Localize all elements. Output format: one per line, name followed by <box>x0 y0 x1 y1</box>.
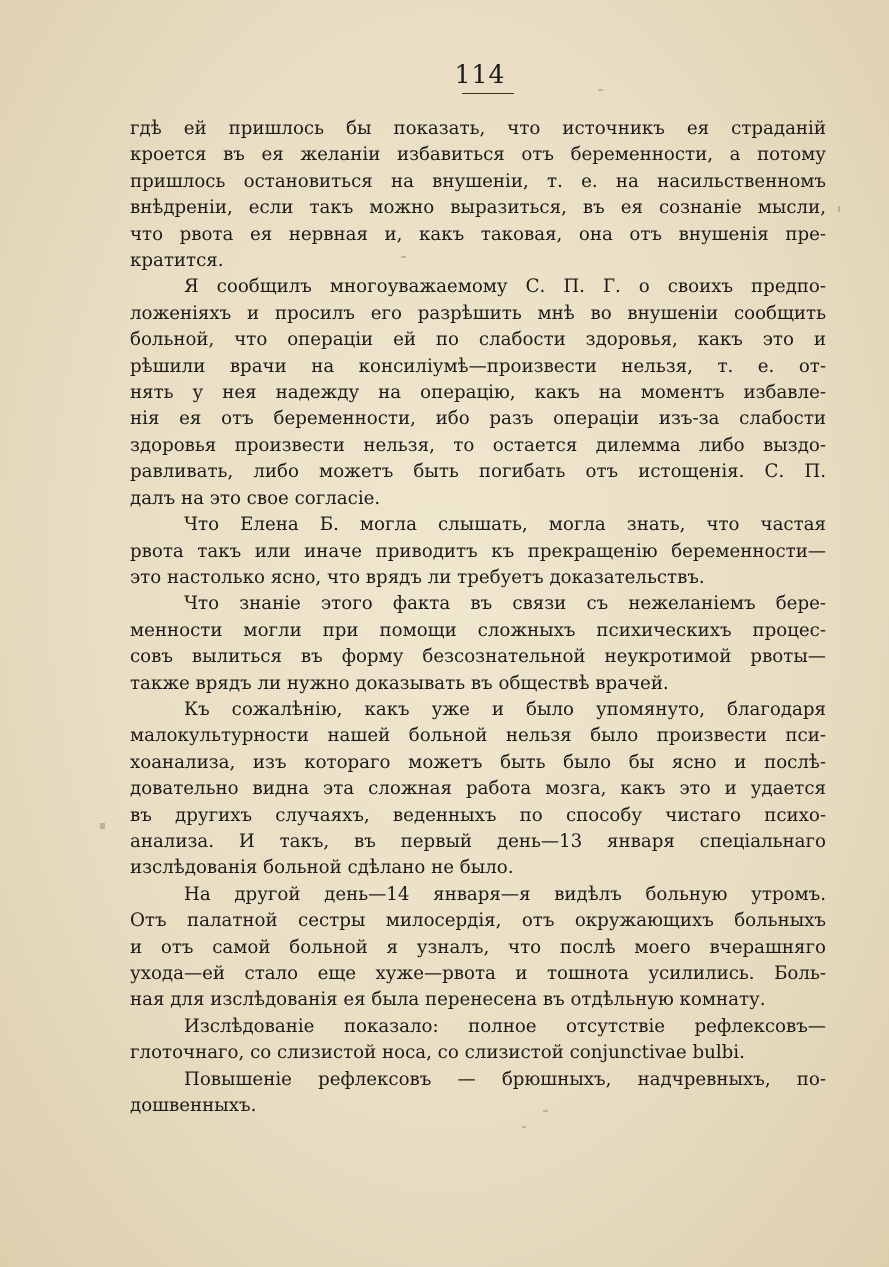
text-line: менности могли при помощи сложныхъ психическихъ процес- <box>130 619 826 641</box>
text-line: Къ сожалѣнію, какъ уже и было упомянуто, благодаря <box>184 698 826 720</box>
text-line: глоточнаго, со слизистой носа, со слизистой conjunctivae bulbi. <box>130 1042 745 1064</box>
text-line: Отъ палатной сестры милосердія, отъ окружающихъ больныхъ <box>130 910 826 932</box>
text-line: изслѣдованія больной сдѣлано не было. <box>130 857 514 879</box>
text-line: Повышеніе рефлексовъ — брюшныхъ, надчревныхъ, по- <box>184 1068 826 1090</box>
text-line: далъ на это свое согласіе. <box>130 487 381 509</box>
page-number: 114 <box>454 60 506 89</box>
text-line: рвота такъ или иначе приводитъ къ прекращенію беременности— <box>130 540 826 562</box>
text-line: рѣшили врачи на консиліумѣ—произвести нельзя, т. е. от- <box>130 355 826 377</box>
text-line: пришлось остановиться на внушеніи, т. е. на насильственномъ <box>130 170 826 192</box>
text-line: что рвота ея нервная и, какъ таковая, она отъ внушенія пре- <box>130 223 826 245</box>
text-line: ухода—ей стало еще хуже—рвота и тошнота усилились. Боль- <box>130 963 826 984</box>
paper-speck <box>401 256 406 258</box>
text-line: анализа. И такъ, въ первый день—13 января спеціальнаго <box>130 830 826 852</box>
text-line: хоанализа, изъ котораго можетъ быть было бы ясно и послѣ- <box>130 751 826 773</box>
text-line: ложеніяхъ и просилъ его разрѣшить мнѣ во внушеніи сообщить <box>130 302 826 324</box>
text-line: равливать, либо можетъ быть погибать отъ истощенія. С. П. <box>130 461 826 483</box>
text-line: здоровья произвести нельзя, то остается дилемма либо выздо- <box>130 434 826 456</box>
paper-speck <box>598 89 603 91</box>
text-line: совъ вылиться въ форму безсознательной неукротимой рвоты— <box>130 646 826 668</box>
text-line: больной, что операціи ей по слабости здоровья, какъ это и <box>130 329 826 351</box>
text-line: кроется въ ея желаніи избавиться отъ беременности, а потому <box>130 144 826 166</box>
text-line: въ другихъ случаяхъ, веденныхъ по способу чистаго психо- <box>130 804 826 826</box>
text-line: кратится. <box>130 250 224 272</box>
page-number-rule <box>462 93 514 94</box>
text-line: внѣдреніи, если такъ можно выразиться, въ ея сознаніе мысли, <box>130 197 826 219</box>
text-line: малокультурности нашей больной нельзя было произвести пси- <box>130 725 826 747</box>
text-line: Я сообщилъ многоуважаемому С. П. Г. о своихъ предпо- <box>184 276 826 298</box>
text-line: и отъ самой больной я узналъ, что послѣ моего вчерашняго <box>130 936 826 958</box>
paper-speck <box>100 823 105 829</box>
text-line: нія ея отъ беременности, ибо разъ операціи изъ-за слабости <box>130 408 826 430</box>
paper-speck <box>522 1126 526 1128</box>
text-line: также врядъ ли нужно доказывать въ обществѣ врачей. <box>130 672 669 694</box>
text-line: гдѣ ей пришлось бы показать, что источникъ ея страданій <box>130 118 826 139</box>
text-line: дошвенныхъ. <box>130 1095 257 1117</box>
body-text <box>130 116 826 1119</box>
text-line: Что знаніе этого факта въ связи съ нежеланіемъ бере- <box>184 593 826 615</box>
text-line: нять у нея надежду на операцію, какъ на моментъ избавле- <box>130 382 826 404</box>
text-line: Изслѣдованіе показало: полное отсутствіе рефлексовъ— <box>184 1015 826 1037</box>
text-line: Что Елена Б. могла слышать, могла знать, что частая <box>184 514 826 536</box>
text-line: довательно видна эта сложная работа мозга, какъ это и удается <box>130 778 826 800</box>
text-line: ная для изслѣдованія ея была перенесена въ отдѣльную комнату. <box>130 989 766 1011</box>
paper-speck <box>543 1110 548 1112</box>
text-line: На другой день—14 января—я видѣлъ больную утромъ. <box>184 883 826 905</box>
paper-speck <box>838 206 840 212</box>
text-line: это настолько ясно, что врядъ ли требуетъ доказательствъ. <box>130 566 705 588</box>
